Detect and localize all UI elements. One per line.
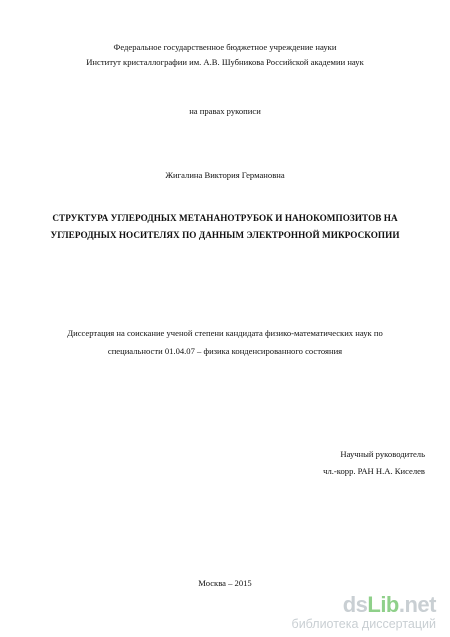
- watermark-subtitle: библиотека диссертаций: [291, 617, 436, 631]
- author-name: Жигалина Виктория Германовна: [165, 170, 285, 180]
- dslib-logo: [343, 593, 436, 617]
- rights-note: на правах рукописи: [189, 106, 261, 116]
- city-year: Москва – 2015: [198, 578, 252, 588]
- institution-line-1: Федеральное государственное бюджетное учреждение науки: [113, 42, 337, 52]
- degree-line-2: специальности 01.04.07 – физика конденсированного состояния: [107, 346, 343, 356]
- degree-line-1: Диссертация на соискание ученой степени кандидата физико-математических наук по: [67, 328, 383, 338]
- logo-net: .net: [398, 592, 436, 617]
- supervisor-label: Научный руководитель: [340, 449, 425, 459]
- supervisor-name: чл.-корр. РАН Н.А. Киселев: [323, 466, 425, 476]
- dissertation-title-line-2: УГЛЕРОДНЫХ НОСИТЕЛЯХ ПО ДАННЫМ ЭЛЕКТРОННОЙ МИКРОСКОПИИ: [50, 230, 400, 240]
- institution-line-2: Институт кристаллографии им. А.В. Шубникова Российской академии наук: [86, 57, 364, 67]
- dslib-watermark: [291, 592, 444, 633]
- dissertation-title-line-1: СТРУКТУРА УГЛЕРОДНЫХ МЕТАНАНОТРУБОК И НАНОКОМПОЗИТОВ НА: [52, 213, 398, 223]
- logo-ds: ds: [342, 592, 368, 617]
- logo-lib: Lib: [367, 592, 399, 617]
